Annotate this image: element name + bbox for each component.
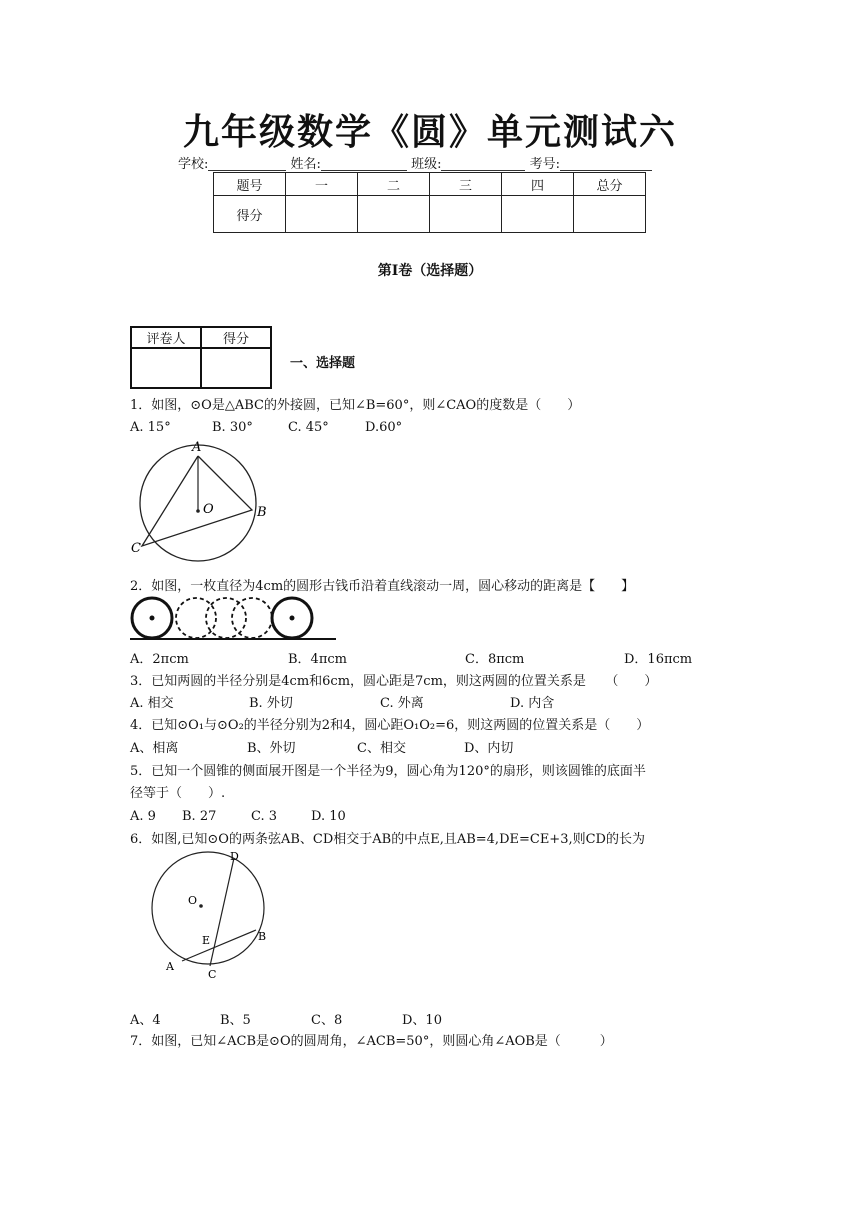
q6-label-e: E (202, 934, 211, 947)
q1-options (130, 420, 730, 436)
exam-no-blank (560, 156, 652, 171)
name-label: 姓名: (290, 157, 321, 172)
q6-label-d: D (230, 850, 239, 863)
q2-coin-mid1 (176, 598, 216, 638)
q1-option-d: D.60° (365, 420, 403, 435)
q5-text-continued: 径等于（ ）. (130, 786, 226, 801)
grader-table (130, 326, 272, 389)
q4-option-d: D、内切 (464, 741, 514, 756)
exam-no-label: 考号: (529, 157, 560, 172)
score-header-cell: 一 (286, 173, 358, 196)
q6-label-o: O (188, 894, 198, 907)
q6-label-a: A (166, 960, 174, 973)
school-blank (208, 156, 286, 171)
q1-label-o: O (203, 502, 214, 517)
q6-options (130, 1013, 730, 1029)
score-header-cell: 三 (430, 173, 502, 196)
q6-label-c: C (208, 968, 217, 981)
q5-options (130, 809, 730, 825)
q1-triangle (142, 456, 252, 546)
q3-option-a: A. 相交 (130, 696, 174, 711)
score-blank-cell (358, 196, 430, 233)
q2-options (130, 652, 730, 668)
q6-option-a: A、4 (130, 1013, 161, 1028)
q4-option-c: C、相交 (357, 741, 406, 756)
q4-text: 4．已知⊙O₁与⊙O₂的半径分别为2和4，圆心距O₁O₂=6，则这两圆的位置关系是（ ） (130, 718, 650, 733)
score-header-cell: 题号 (214, 173, 286, 196)
q2-coin-start-center (150, 616, 155, 621)
q6-label-b: B (258, 930, 267, 943)
q2-option-b: B．4πcm (288, 652, 347, 667)
grader-score-header: 得分 (201, 327, 271, 348)
q5-option-a: A. 9 (130, 809, 156, 824)
q2-option-d: D．16πcm (624, 652, 693, 667)
q4-option-a: A、相离 (130, 741, 179, 756)
q6-option-d: D、10 (402, 1013, 442, 1028)
score-header-cell: 四 (502, 173, 574, 196)
school-label: 学校: (178, 157, 209, 172)
q5-option-b: B. 27 (182, 809, 217, 824)
q4-options (130, 741, 730, 757)
q3-option-c: C. 外离 (380, 696, 424, 711)
q1-figure (128, 438, 288, 568)
q1-option-b: B. 30° (212, 420, 253, 435)
q1-text: 1．如图，⊙O是△ABC的外接圆，已知∠B=60°，则∠CAO的度数是（ ） (130, 398, 581, 413)
q2-coin-figure (128, 594, 340, 642)
q2-coin-mid3 (232, 598, 272, 638)
q3-option-b: B. 外切 (249, 696, 293, 711)
name-blank (321, 156, 407, 171)
q6-circle (152, 852, 267, 964)
q6-figure (150, 848, 280, 983)
q5-text: 5．已知一个圆锥的侧面展开图是一个半径为9，圆心角为120°的扇形，则该圆锥的底面半 (130, 764, 646, 779)
q1-option-c: C. 45° (288, 420, 329, 435)
score-row-label: 得分 (214, 196, 286, 233)
q5-option-c: C. 3 (251, 809, 278, 824)
q6-option-b: B、5 (220, 1013, 251, 1028)
page-title: 九年级数学《圆》单元测试六 (182, 112, 677, 153)
q3-text: 3．已知两圆的半径分别是4cm和6cm，圆心距是7cm，则这两圆的位置关系是 （ ） (130, 674, 658, 689)
score-header-cell: 总分 (574, 173, 646, 196)
q4-option-b: B、外切 (247, 741, 296, 756)
q6-text: 6．如图,已知⊙O的两条弦AB、CD相交于AB的中点E,且AB=4,DE=CE+3,则CD的长为 (130, 832, 645, 847)
q6-center-dot (199, 904, 203, 908)
score-header-cell: 二 (358, 173, 430, 196)
q3-options (130, 696, 730, 712)
grader-score-blank (201, 348, 271, 388)
q2-option-c: C．8πcm (465, 652, 525, 667)
score-blank-cell (574, 196, 646, 233)
score-table (213, 172, 646, 233)
q2-coin-mid2 (206, 598, 246, 638)
q6-chord-ab (182, 930, 256, 961)
q5-option-d: D. 10 (311, 809, 346, 824)
q2-option-a: A．2πcm (130, 652, 189, 667)
score-blank-cell (430, 196, 502, 233)
part-title: 一、选择题 (290, 356, 356, 371)
q6-option-c: C、8 (311, 1013, 343, 1028)
grader-header: 评卷人 (131, 327, 201, 348)
grader-blank (131, 348, 201, 388)
q1-option-a: A. 15° (130, 420, 171, 435)
q2-text: 2．如图，一枚直径为4cm的圆形古钱币沿着直线滚动一周，圆心移动的距离是【 】 (130, 579, 635, 594)
class-label: 班级: (411, 157, 442, 172)
q1-label-c: C (131, 541, 141, 556)
class-blank (441, 156, 525, 171)
q7-text: 7．如图，已知∠ACB是⊙O的圆周角，∠ACB=50°，则圆心角∠AOB是（ ） (130, 1034, 613, 1049)
q1-label-b: B (257, 505, 267, 520)
score-blank-cell (286, 196, 358, 233)
score-blank-cell (502, 196, 574, 233)
q1-center-dot (196, 509, 200, 513)
q3-option-d: D. 内含 (510, 696, 555, 711)
q2-coin-end-center (290, 616, 295, 621)
section-title: 第Ⅰ卷（选择题） (377, 263, 483, 279)
q6-chord-cd (210, 858, 234, 966)
student-info-line (178, 153, 652, 172)
q1-label-a: A (192, 440, 202, 455)
